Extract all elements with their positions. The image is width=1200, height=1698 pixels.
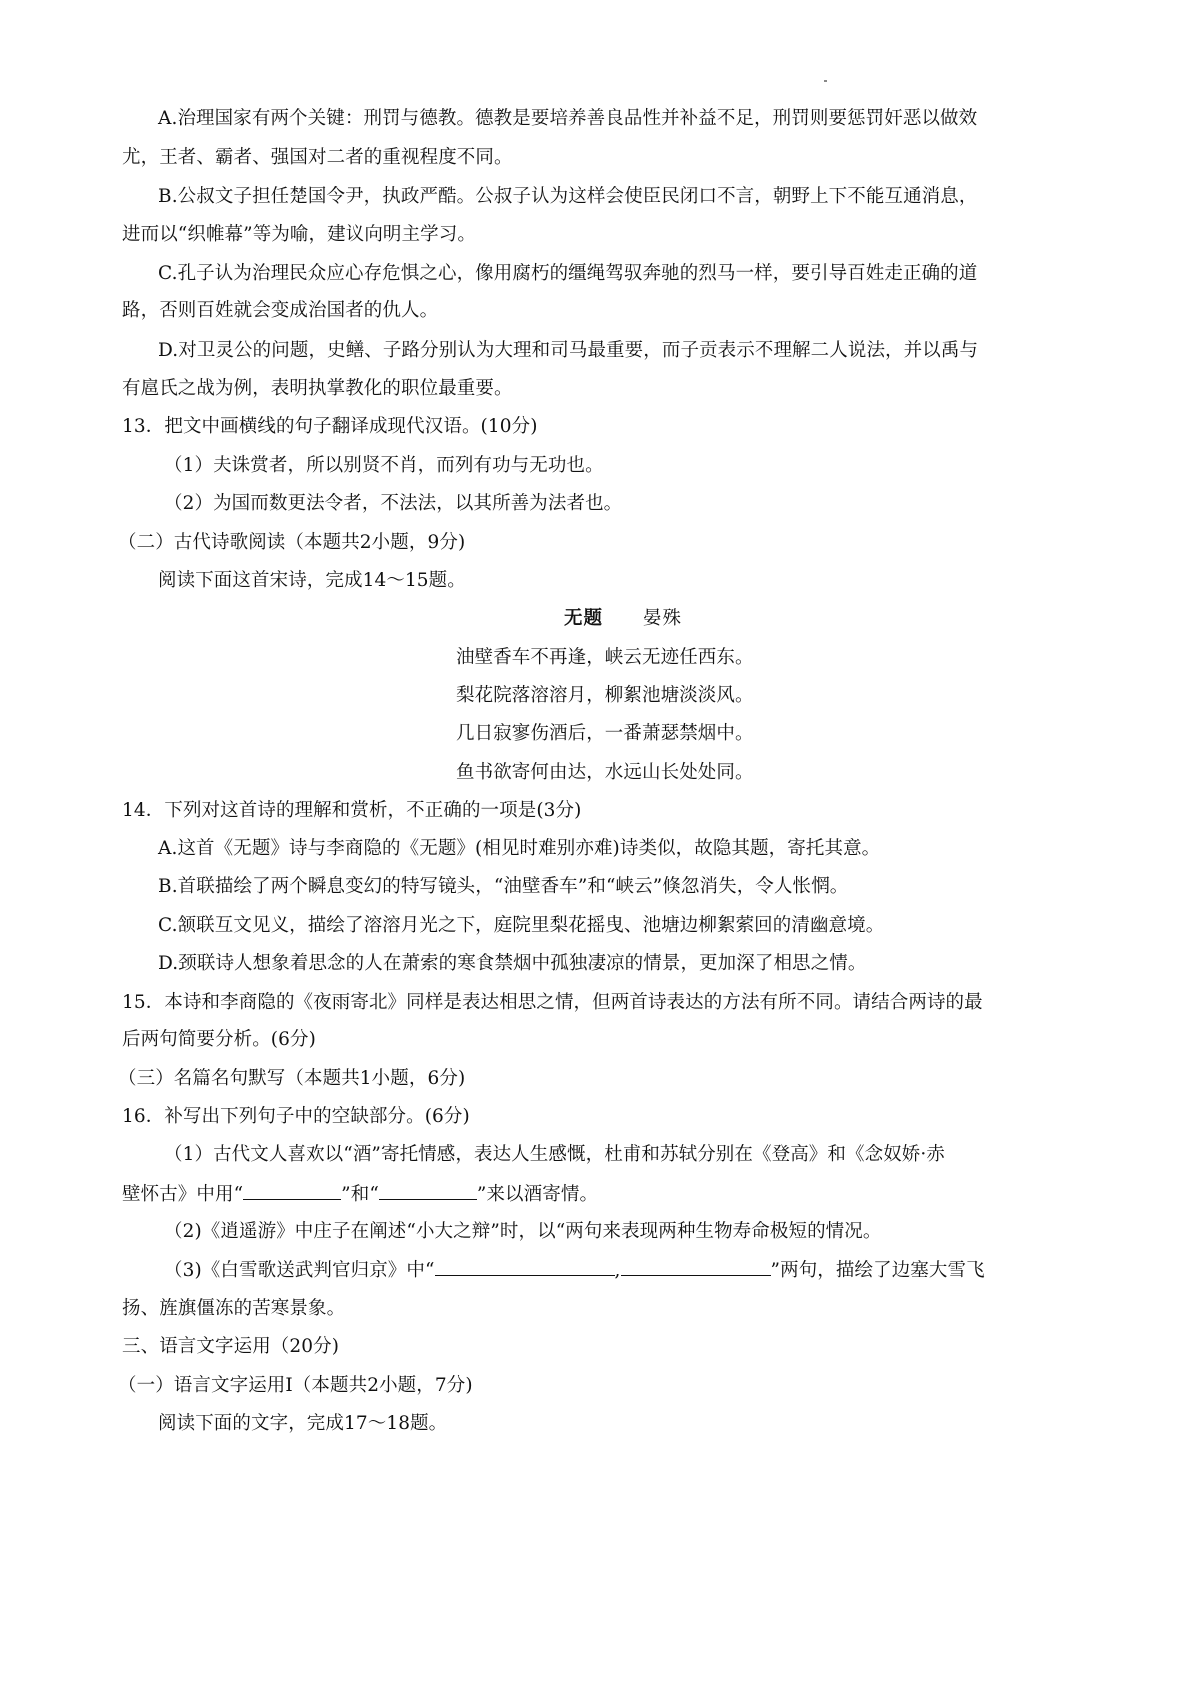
q16-sub3-text-c: ”两句，描绘了边塞大雪飞 — [770, 1260, 985, 1281]
q16-blank-4[interactable] — [621, 1257, 771, 1276]
q13-sentence-1: （1）夫诛赏者，所以别贤不肖，而列有功与无功也。 — [164, 455, 604, 476]
poem-line-4: 鱼书欲寄何由达，水远山长处处同。 — [456, 762, 754, 783]
q16-blank-2[interactable] — [379, 1181, 477, 1200]
part-3-heading: 三、语言文字运用（20分) — [122, 1336, 340, 1357]
q12-option-a-line2: 尤，王者、霸者、强国对二者的重视程度不同。 — [122, 147, 513, 168]
poem-title: 无题 — [564, 608, 604, 629]
q16-stem: 16．补写出下列句子中的空缺部分。(6分) — [122, 1106, 470, 1127]
q16-sub3-text-a: （3)《白雪歌送武判官归京》中“ — [164, 1260, 435, 1281]
section-2-heading: （二）古代诗歌阅读（本题共2小题，9分) — [118, 532, 466, 553]
q12-option-d-line1: D.对卫灵公的问题，史鳝、子路分别认为大理和司马最重要，而子贡表示不理解二人说法，并以禹与 — [158, 340, 979, 361]
section-3-heading: （三）名篇名句默写（本题共1小题，6分) — [118, 1068, 466, 1089]
poem-line-1: 油壁香车不再逢，峡云无迹任西东。 — [456, 647, 754, 668]
section-2-intro: 阅读下面这首宋诗，完成14～15题。 — [158, 570, 466, 591]
q12-option-d-line2: 有扈氏之战为例，表明执掌教化的职位最重要。 — [122, 378, 513, 399]
poem-author: 晏殊 — [643, 608, 683, 629]
q16-sub1-text-c: ”来以酒寄情。 — [476, 1184, 599, 1205]
q12-option-a-line1: A.治理国家有两个关键：刑罚与德教。德教是要培养善良品性并补益不足，刑罚则要惩罚奸恶以做效 — [158, 108, 978, 129]
q16-sub2: （2)《逍遥游》中庄子在阐述“小大之辩”时，以“两句来表现两种生物寿命极短的情况。 — [164, 1221, 882, 1242]
q12-option-b-line2: 进而以“织帷幕”等为喻，建议向明主学习。 — [122, 224, 476, 245]
q14-option-b: B.首联描绘了两个瞬息变幻的特写镜头，“油壁香车”和“峡云”倏忽消失，令人怅惘。 — [158, 876, 849, 897]
q16-sub1-line2 — [122, 1181, 598, 1207]
q12-option-b-line1: B.公叔文子担任楚国令尹，执政严酷。公叔子认为这样会使臣民闭口不言，朝野上下不能互通消息， — [158, 186, 978, 207]
q16-sub1-text-b: ”和“ — [341, 1184, 379, 1205]
q16-sub1-line1: （1）古代文人喜欢以“酒”寄托情感，表达人生感慨，杜甫和苏轼分别在《登高》和《念奴娇·赤 — [164, 1144, 945, 1165]
q16-sub1-text-a: 壁怀古》中用“ — [122, 1184, 244, 1205]
q15-line-2: 后两句简要分析。(6分) — [122, 1029, 316, 1050]
q14-option-c: C.颔联互文见义，描绘了溶溶月光之下，庭院里梨花摇曳、池塘边柳絮萦回的清幽意境。 — [158, 915, 885, 936]
q16-blank-3[interactable] — [435, 1257, 615, 1276]
q16-blank-1[interactable] — [243, 1181, 341, 1200]
scan-mark — [824, 80, 827, 82]
q14-option-a: A.这首《无题》诗与李商隐的《无题》(相见时难别亦难)诗类似，故隐其题，寄托其意。 — [158, 838, 881, 859]
q13-sentence-2: （2）为国而数更法令者，不法法，以其所善为法者也。 — [164, 493, 623, 514]
poem-line-2: 梨花院落溶溶月，柳絮池塘淡淡风。 — [456, 685, 754, 706]
part-3-sub-heading: （一）语言文字运用Ⅰ（本题共2小题，7分) — [118, 1375, 473, 1396]
q15-line-1: 15．本诗和李商隐的《夜雨寄北》同样是表达相思之情，但两首诗表达的方法有所不同。请结合两诗的最 — [122, 992, 983, 1013]
q12-option-c-line2: 路，否则百姓就会变成治国者的仇人。 — [122, 300, 439, 321]
q12-option-c-line1: C.孔子认为治理民众应心存危惧之心，像用腐朽的缰绳驾驭奔驰的烈马一样，要引导百姓走正确的道 — [158, 263, 978, 284]
q14-stem: 14．下列对这首诗的理解和赏析，不正确的一项是(3分) — [122, 800, 582, 821]
q14-option-d: D.颈联诗人想象着思念的人在萧索的寒食禁烟中孤独凄凉的情景，更加深了相思之情。 — [158, 953, 867, 974]
q16-sub3-line1 — [164, 1257, 985, 1283]
part-3-intro: 阅读下面的文字，完成17～18题。 — [158, 1413, 448, 1434]
q16-sub3-line2: 扬、旌旗僵冻的苦寒景象。 — [122, 1298, 346, 1319]
poem-line-3: 几日寂寥伤酒后，一番萧瑟禁烟中。 — [456, 723, 754, 744]
q13-stem: 13．把文中画横线的句子翻译成现代汉语。(10分) — [122, 416, 538, 437]
poem-title-row — [564, 606, 682, 632]
q16-sub3-comma: , — [614, 1260, 621, 1281]
